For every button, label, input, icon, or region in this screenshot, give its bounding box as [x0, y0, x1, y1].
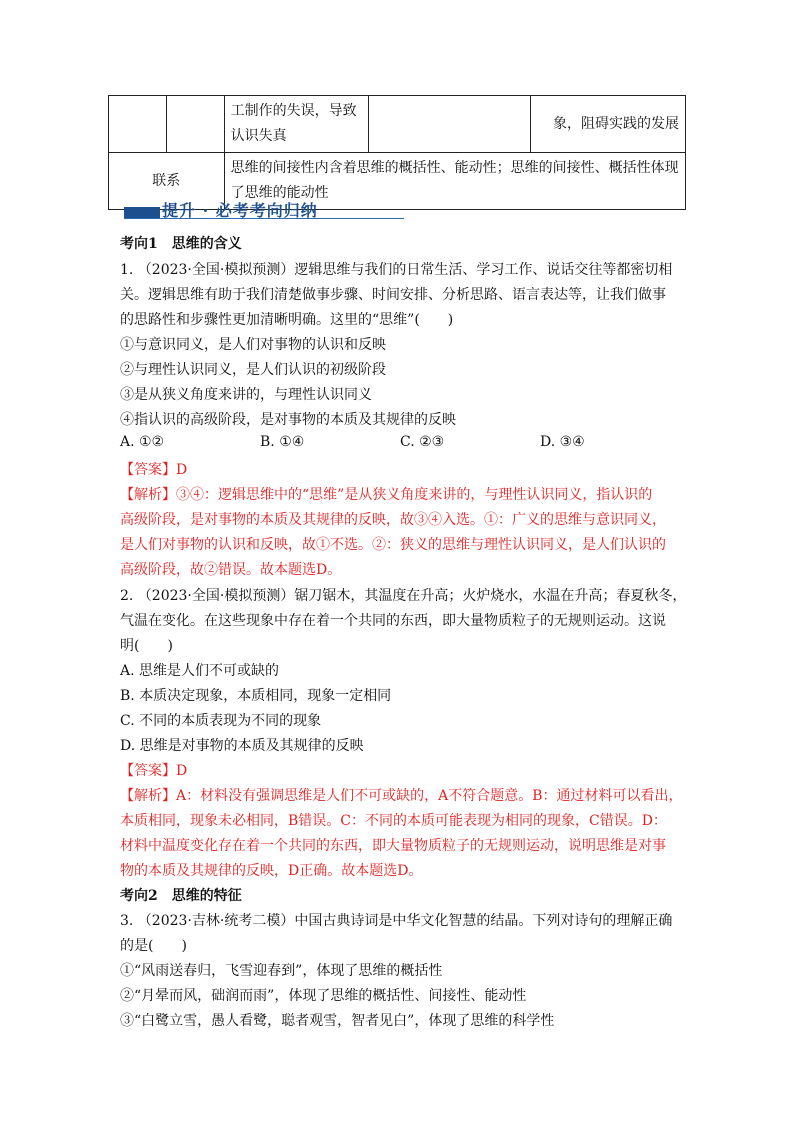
question-stem-line: 关。逻辑思维有助于我们清楚做事步骤、时间安排、分析思路、语言表达等，让我们做事 — [120, 287, 666, 303]
table-cell — [109, 96, 167, 153]
question-item: ③是从狭义角度来讲的，与理性认识同义 — [120, 387, 372, 403]
analysis-line: 高级阶段，是对事物的本质及其规律的反映，故③④入选。①：广义的思维与意识同义， — [120, 512, 666, 528]
answer-option: D. ③④ — [540, 434, 585, 450]
cell-text-line: 认识失真 — [230, 128, 287, 144]
question-stem-line: 气温在变化。在这些现象中存在着一个共同的东西，即大量物质粒子的无规则运动。这说 — [120, 613, 666, 629]
banner-title: 提升 · 必考考向归纳 — [162, 201, 318, 220]
table-cell — [166, 96, 224, 153]
answer-option: A. 思维是人们不可或缺的 — [120, 663, 280, 679]
question-item: ②“月晕而风，础润而雨”，体现了思维的概括性、间接性、能动性 — [120, 988, 527, 1004]
question-item: ①“风雨送春归，飞雪迎春到”，体现了思维的概括性 — [120, 963, 443, 979]
analysis-line: 高级阶段，故②错误。故本题选D。 — [120, 562, 342, 578]
question-item: ②与理性认识同义，是人们认识的初级阶段 — [120, 362, 386, 378]
answer-option: C. ②③ — [400, 434, 445, 450]
analysis-line: 物的本质及其规律的反映，D正确。故本题选D。 — [120, 863, 423, 879]
analysis-line: 是人们对事物的认识和反映，故①不选。②：狭义的思维与理性认识同义，是人们认识的 — [120, 537, 666, 553]
question-item: ①与意识同义，是人们对事物的认识和反映 — [120, 337, 386, 353]
answer-option: A. ①② — [120, 434, 165, 450]
question-stem-line: 1. （2023·全国·模拟预测）逻辑思维与我们的日常生活、学习工作、说话交往等都密切相 — [120, 262, 673, 278]
answer-option: B. ①④ — [260, 434, 305, 450]
question-stem-line: 的是( ) — [120, 938, 187, 954]
row-label: 联系 — [109, 153, 225, 210]
answer-line: 【答案】D — [120, 763, 188, 779]
comparison-table — [108, 95, 686, 210]
question-stem-line: 明( ) — [120, 638, 173, 654]
table-row — [109, 96, 686, 153]
analysis-line: 【解析】A：材料没有强调思维是人们不可或缺的，A不符合题意。B：通过材料可以看出， — [120, 788, 683, 804]
question-stem-line: 的思路性和步骤性更加清晰明确。这里的“思维”( ) — [120, 312, 454, 328]
question-stem-line: 2. （2023·全国·模拟预测）锯刀锯木，其温度在升高；火炉烧水，水温在升高；春夏秋冬， — [120, 588, 687, 604]
table-cell: 象，阻碍实践的发展 — [531, 96, 686, 153]
question-stem-line: 3. （2023·吉林·统考二模）中国古典诗词是中华文化智慧的结晶。下列对诗句的理解正确 — [120, 913, 673, 929]
cell-text-line: 思维的间接性内含着思维的概括性、能动性；思维的间接性、概括性体现 — [230, 160, 679, 176]
answer-option: B. 本质决定现象，本质相同，现象一定相同 — [120, 688, 392, 704]
question-item: ④指认识的高级阶段，是对事物的本质及其规律的反映 — [120, 412, 456, 428]
answer-line: 【答案】D — [120, 462, 188, 478]
table-cell — [369, 96, 531, 153]
analysis-line: 材料中温度变化存在着一个共同的东西，即大量物质粒子的无规则运动，说明思维是对事 — [120, 838, 666, 854]
section-heading: 考向1 思维的含义 — [120, 236, 242, 252]
table-cell — [224, 96, 369, 153]
cell-text-line: 工制作的失误，导致 — [230, 103, 357, 119]
answer-option: D. 思维是对事物的本质及其规律的反映 — [120, 738, 364, 754]
question-item: ③“白鹭立雪，愚人看鹭，聪者观雪，智者见白”，体现了思维的科学性 — [120, 1013, 555, 1029]
answer-option: C. 不同的本质表现为不同的现象 — [120, 713, 322, 729]
section-banner — [124, 198, 404, 224]
analysis-line: 本质相同，现象未必相同，B错误。C：不同的本质可能表现为相同的现象，C错误。D： — [120, 813, 667, 829]
section-heading: 考向2 思维的特征 — [120, 888, 242, 904]
cell-text-line: 了思维的能动性 — [230, 185, 329, 201]
analysis-line: 【解析】③④：逻辑思维中的“思维”是从狭义角度来讲的，与理性认识同义，指认识的 — [120, 487, 653, 503]
